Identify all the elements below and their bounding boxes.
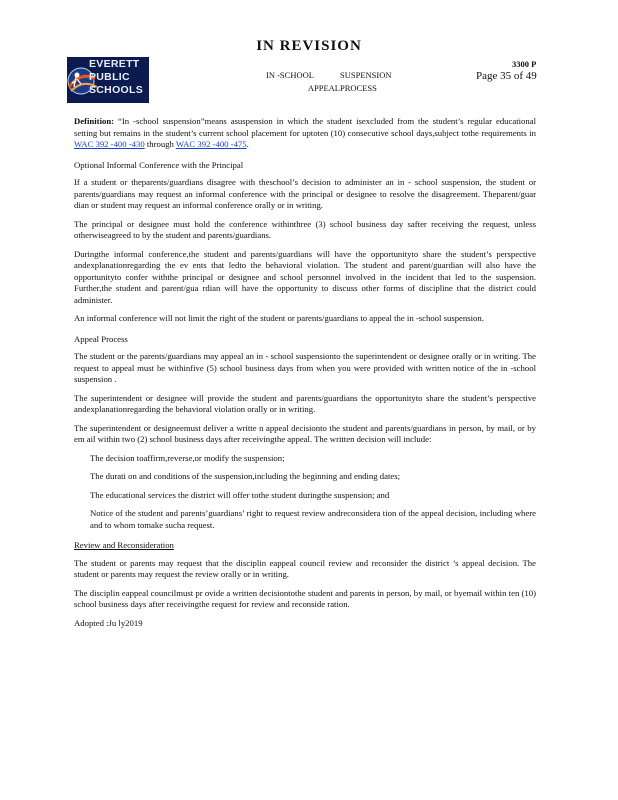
document-body	[74, 116, 536, 636]
logo-wordmark	[89, 58, 143, 97]
title-line2-b: PROCESS	[340, 83, 377, 93]
logo-line-3: SCHOOLS	[89, 84, 144, 96]
paragraph: If a student or theparents/guardians disagree with theschool’s decision to administer an in - school suspension, the student or parents/guardians may request an informal conference with the principal or designee to resolve the disagreement. Theparent/guar dian or student may request an informal conference orally or in writing.	[74, 177, 536, 210]
title-line1-a: IN -SCHOOL	[266, 70, 314, 80]
list-item-text: Notice of the student and parents’guardians’ right to request review andreconsidera tion of the appeal decision, including where and to whom tomake sucha request.	[90, 508, 536, 530]
policy-title	[266, 69, 392, 95]
list-item-text: The decision toaffirm,reverse,or modify the suspension;	[90, 452, 285, 463]
wac-link-475[interactable]: WAC 392 -400 -475	[175, 139, 247, 149]
logo-line-1: EVERETT	[89, 58, 140, 70]
paragraph: The superintendent or designee will provide the student and parents/guardians the opportunityto share the student’s perspective andexplanationregarding the behavioral violation orally or in writing.	[74, 392, 536, 414]
wac-link-430[interactable]: WAC 392 -400 -430	[74, 139, 145, 149]
paragraph: The disciplin eappeal councilmust pr ovide a written decisiontothe student and parents in person, by mail, or byemail within ten (10) school business days after receivingthe request for review and reconside ration.	[74, 587, 536, 609]
list-item	[74, 471, 536, 483]
list-item	[74, 453, 536, 465]
section-heading-appeal-process: Appeal Process	[74, 333, 128, 344]
definition-through: through	[146, 139, 174, 149]
list-item-text: The durati on and conditions of the suspension,including the beginning and ending dates;	[90, 471, 401, 481]
paragraph: The student or parents may request that the disciplin eappeal council review and reconsider the district ’s appeal decision. The student or parents may request the review orally or in writing.	[74, 557, 536, 579]
paragraph: The superintendent or designeemust deliver a writte n appeal decisionto the student and parents/guardians in person, by mail, or by em ail within two (2) school business days after receivingthe appeal. The written decision will include:	[74, 422, 536, 444]
paragraph: The principal or designee must hold the conference withinthree (3) school business day safter receiving the request, unless otherwiseagreed to by the student and parents/guardians.	[74, 218, 536, 240]
everett-public-schools-logo	[67, 57, 149, 103]
definition-paragraph	[74, 116, 536, 151]
definition-text: “In -school suspension”means asuspension in which the student isexcluded from the student’s regular educational setting but remains in the student’s current school placement for uptoten (10) consecutive school days,subject tothe requirements in	[74, 116, 537, 138]
adopted-date: Adopted :Ju ly2019	[74, 617, 143, 628]
section-heading-optional-conference: Optional Informal Conference with the Principal	[74, 159, 244, 170]
paragraph: The student or the parents/guardians may appeal an in - school suspensionto the superintendent or designee orally or in writing. The request to appeal must be withinfive (5) school business days from when you were provided with written notice of the in -school suspension .	[74, 351, 536, 384]
definition-end: .	[246, 139, 249, 149]
decision-contents-list	[74, 453, 536, 532]
page-number: Page 35 of 49	[476, 70, 537, 82]
paragraph: An informal conference will not limit the right of the student or parents/guardians to appeal the in -school suspension.	[74, 313, 484, 323]
definition-label: Definition:	[74, 116, 115, 126]
revision-banner: IN REVISION	[256, 38, 362, 54]
policy-number: 3300 P	[512, 59, 537, 69]
title-line2-a: APPEAL	[307, 83, 340, 93]
list-item-text: The educational services the district will offer tothe student duringthe suspension; and	[90, 489, 390, 500]
section-heading-review: Review and Reconsideration	[74, 540, 174, 550]
list-item	[74, 490, 536, 502]
logo-line-2: PUBLIC	[89, 71, 130, 83]
paragraph: Duringthe informal conference,the student and parents/guardians will have the opportunityto share the student’s perspective andexplanationregarding the ev ents that ledto the behavioral violation. The student and parent/guardian will also have the opportunityto confer withthe principal or designee and school personnel involved in the incident that led to the suspension. Further,the student and parent/gua rdian will have the opportunity to discuss other forms of discipline that the district could administer.	[74, 248, 536, 305]
title-line1-b: SUSPENSION	[340, 70, 392, 80]
list-item	[74, 508, 536, 531]
